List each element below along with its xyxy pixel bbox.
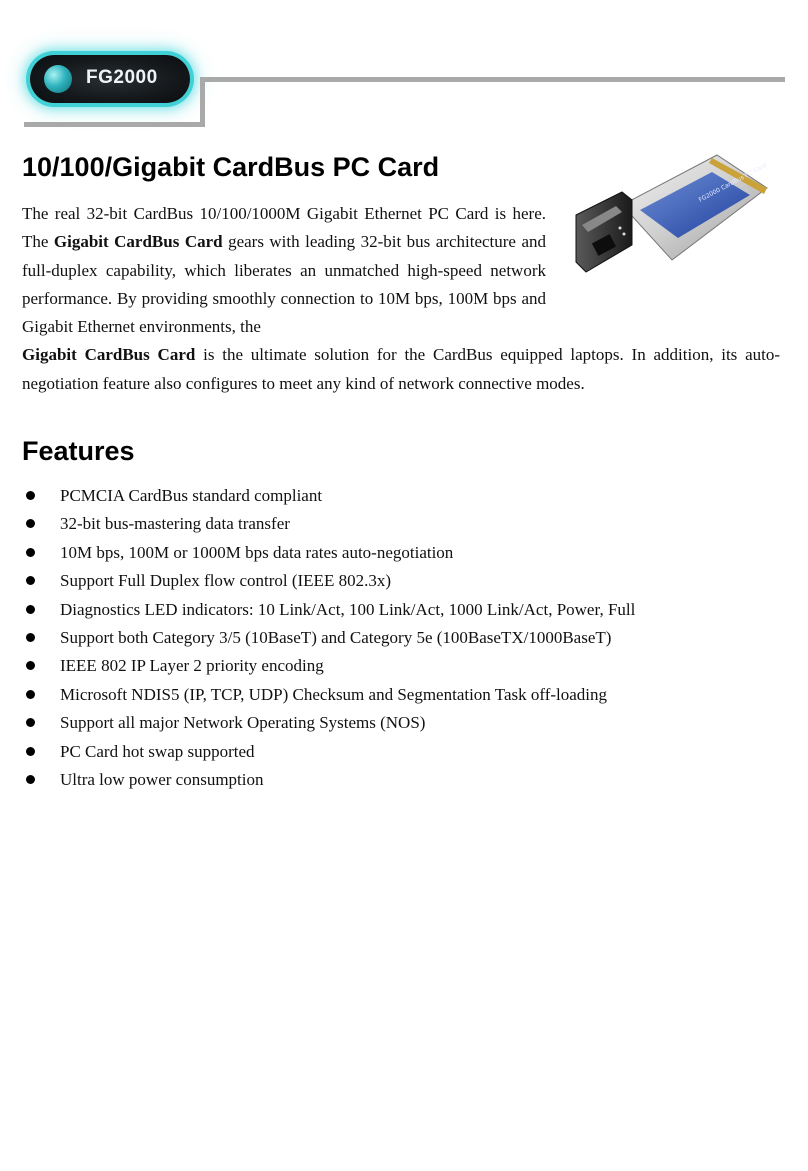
list-item	[22, 681, 782, 709]
model-badge-label: FG2000	[86, 67, 158, 88]
header-rule-top	[205, 77, 785, 82]
page-title: 10/100/Gigabit CardBus PC Card	[22, 152, 440, 182]
features-heading: Features	[22, 436, 135, 466]
feature-text: Support all major Network Operating Systems (NOS)	[60, 713, 426, 733]
intro-text-2: gears with leading 32-bit bus architecture and full-duplex capability, which liberates an unmatched high-speed network performance. By providing smoothly connection to 10M bps, 100M bps and Gigabit Ethernet environments, the	[22, 232, 546, 337]
bullet-icon	[26, 775, 35, 784]
feature-text: 32-bit bus-mastering data transfer	[60, 514, 290, 534]
header-rule-vertical	[200, 77, 205, 127]
intro-bold-2: Gigabit CardBus Card	[22, 345, 196, 365]
intro-text-3: is the ultimate solution for the CardBus equipped laptops. In addition, its auto-negotiation feature also configures to meet any kind of network connective modes.	[22, 345, 781, 393]
list-item	[22, 567, 782, 595]
feature-text: Support both Category 3/5 (10BaseT) and Category 5e (100BaseTX/1000BaseT)	[60, 627, 612, 647]
bullet-icon	[26, 491, 35, 500]
feature-text: PC Card hot swap supported	[60, 741, 255, 761]
feature-text: IEEE 802 IP Layer 2 priority encoding	[60, 656, 324, 676]
intro-paragraph	[22, 200, 780, 398]
bullet-icon	[26, 605, 35, 614]
list-item	[22, 596, 782, 624]
list-item	[22, 766, 782, 794]
features-list	[22, 482, 782, 794]
bullet-icon	[26, 633, 35, 642]
badge-dot-icon	[44, 65, 72, 93]
card-label-text: FG2000 CardBus PC Card	[697, 161, 769, 204]
intro-text-1: The real 32-bit CardBus 10/100/1000M Gigabit Ethernet PC Card is here. The	[22, 204, 546, 252]
bullet-icon	[26, 690, 35, 699]
bullet-icon	[26, 718, 35, 727]
list-item	[22, 652, 782, 680]
bullet-icon	[26, 747, 35, 756]
feature-text: 10M bps, 100M or 1000M bps data rates auto-negotiation	[60, 542, 454, 562]
feature-text: Diagnostics LED indicators: 10 Link/Act, 100 Link/Act, 1000 Link/Act, Power, Full	[60, 599, 636, 619]
header-rule-bottom	[24, 122, 205, 127]
intro-wrapped-text	[22, 200, 546, 341]
bullet-icon	[26, 519, 35, 528]
list-item	[22, 709, 782, 737]
list-item	[22, 624, 782, 652]
list-item	[22, 539, 782, 567]
intro-bold-1: Gigabit CardBus Card	[53, 232, 223, 252]
list-item	[22, 482, 782, 510]
list-item	[22, 738, 782, 766]
feature-text: Support Full Duplex flow control (IEEE 802.3x)	[60, 571, 391, 591]
feature-text: Microsoft NDIS5 (IP, TCP, UDP) Checksum and Segmentation Task off-loading	[60, 684, 608, 704]
feature-text: PCMCIA CardBus standard compliant	[60, 486, 323, 505]
bullet-icon	[26, 661, 35, 670]
model-badge	[30, 55, 190, 103]
bullet-icon	[26, 548, 35, 557]
list-item	[22, 510, 782, 538]
bullet-icon	[26, 576, 35, 585]
feature-text: Ultra low power consumption	[60, 769, 264, 789]
